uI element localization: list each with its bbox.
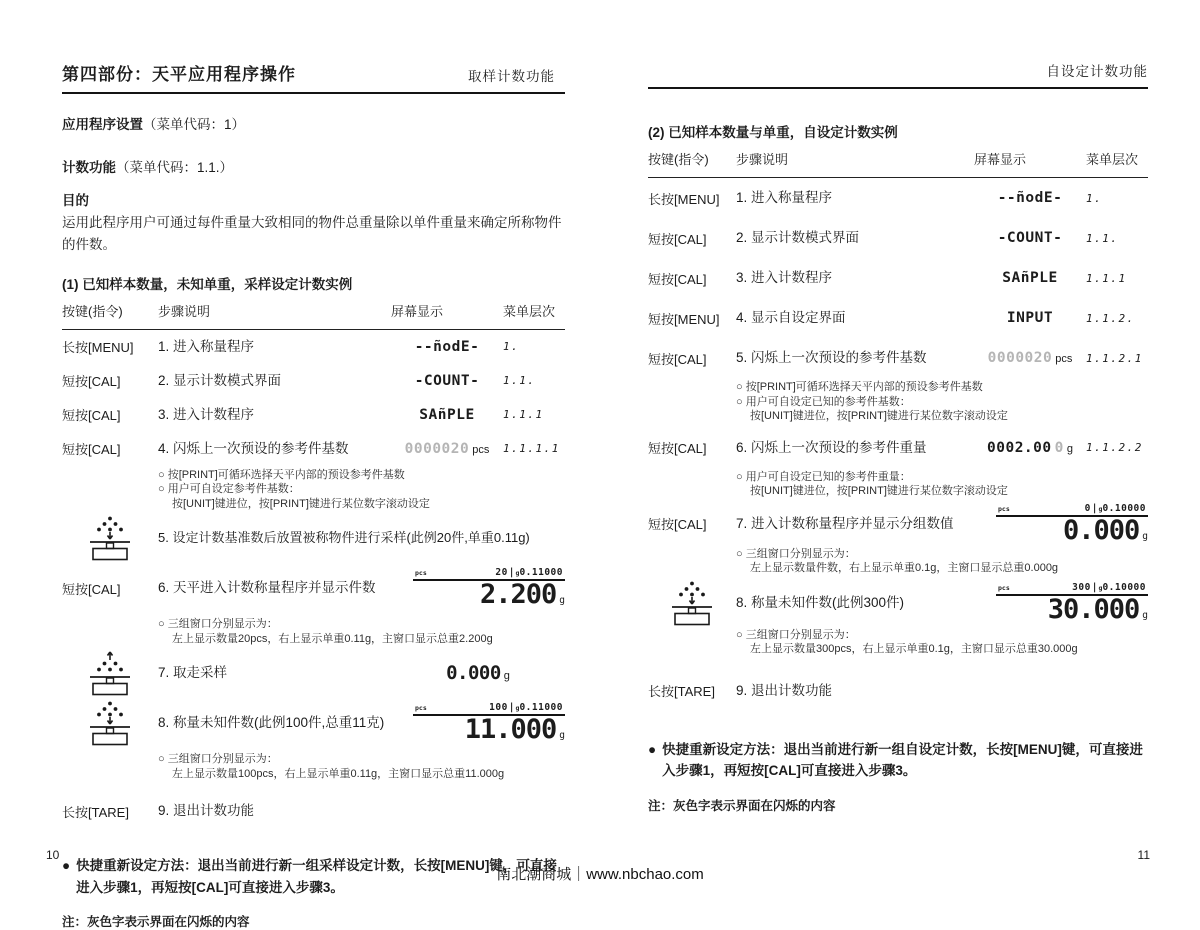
gram-unit-label: g xyxy=(1066,442,1073,455)
step-description: 4. 显示自设定界面 xyxy=(736,310,846,326)
table-row xyxy=(648,258,1148,298)
lcd-display: --ñodE- xyxy=(414,338,480,355)
step-description: 1. 进入称量程序 xyxy=(158,338,255,354)
table-row xyxy=(648,503,1148,545)
gram-label: g xyxy=(515,569,520,578)
separator-bar: | xyxy=(508,702,515,714)
app-setting-line: 应用程序设置（菜单代码：1） xyxy=(62,117,246,132)
scale-load-icon xyxy=(62,515,158,561)
table-row xyxy=(62,696,565,750)
page-right xyxy=(648,0,1148,814)
page-number-right: 11 xyxy=(1137,848,1150,862)
example-title: (1) 已知样本数量，未知单重，采样设定计数实例 xyxy=(62,276,353,292)
lcd-display: SAñPLE xyxy=(1002,270,1058,286)
balance-display-panel xyxy=(996,503,1148,545)
separator-bar: | xyxy=(508,567,515,579)
main-weight-value: 30.000 xyxy=(1047,593,1140,625)
table-row xyxy=(648,298,1148,338)
site-footer: 南北潮商城｜www.nbchao.com xyxy=(496,866,704,883)
gray-flash-note: 注：灰色字表示界面在闪烁的内容 xyxy=(62,915,250,930)
balance-display-panel xyxy=(413,567,565,609)
purpose-title: 目的 xyxy=(62,193,89,208)
page-header xyxy=(62,60,565,94)
section-label: 自设定计数功能 xyxy=(1046,64,1148,79)
lcd-weight-digits: 0002.00 xyxy=(987,439,1052,456)
step-description: 6. 天平进入计数称量程序并显示件数 xyxy=(158,580,376,596)
key-command: 短按[CAL] xyxy=(62,442,121,458)
step-description: 9. 退出计数功能 xyxy=(736,683,833,699)
step-description: 2. 显示计数模式界面 xyxy=(736,230,860,246)
section-label: 取样计数功能 xyxy=(468,69,555,84)
step-description: 7. 进入计数称量程序并显示分组数值 xyxy=(736,515,954,531)
bullet-icon: ● xyxy=(62,858,71,874)
col-display: 屏幕显示 xyxy=(974,152,1027,167)
unit-weight-value: 0.10000 xyxy=(1102,581,1146,593)
pcs-unit-label: pcs xyxy=(472,443,490,456)
menu-level: 1.1. xyxy=(503,374,536,388)
step-description: 7. 取走采样 xyxy=(158,665,228,681)
col-display: 屏幕显示 xyxy=(391,303,444,319)
step-description: 8. 称量未知件数(此例300件) xyxy=(736,595,905,611)
key-command: 短按[MENU] xyxy=(648,311,720,327)
gram-unit-label: g xyxy=(1142,530,1148,542)
purpose-text: 运用此程序用户可通过每件重量大致相同的物件总重量除以单件重量来确定所称物件的件数。 xyxy=(62,215,562,252)
lcd-display: -COUNT- xyxy=(997,230,1063,246)
lcd-weight-value: 0.000 xyxy=(446,662,501,685)
step-description: 3. 进入计数程序 xyxy=(736,270,833,286)
lcd-flashing-digits: 0000020 xyxy=(987,350,1053,366)
col-key: 按键(指令) xyxy=(648,152,709,167)
table-row xyxy=(648,428,1148,468)
key-command: 短按[CAL] xyxy=(648,271,707,287)
step-description: 2. 显示计数模式界面 xyxy=(158,372,282,388)
key-command: 长按[TARE] xyxy=(648,684,715,700)
gram-unit-label: g xyxy=(503,670,510,683)
balance-display-panel xyxy=(996,582,1148,624)
row-notes: ○ 三组窗口分别显示为： 左上显示数量20pcs，右上显示单重0.11g，主窗口显示总重2.200g xyxy=(158,618,493,645)
col-key: 按键(指令) xyxy=(62,303,123,319)
step-description: 9. 退出计数功能 xyxy=(158,803,255,819)
step-description: 5. 闪烁上一次预设的参考件基数 xyxy=(736,350,927,366)
table-row xyxy=(62,515,565,561)
row-notes: ○ 三组窗口分别显示为： 左上显示数量件数，右上显示单重0.1g，主窗口显示总重0.000g xyxy=(736,547,1059,575)
key-command: 短按[CAL] xyxy=(648,517,707,533)
table-row xyxy=(648,580,1148,626)
page-number-left: 10 xyxy=(46,848,60,862)
key-command: 长按[MENU] xyxy=(62,340,134,356)
key-command: 短按[CAL] xyxy=(62,581,121,597)
key-command: 短按[CAL] xyxy=(62,408,121,424)
row-notes: ○ 三组窗口分别显示为： 左上显示数量300pcs，右上显示单重0.1g，主窗口显示总重30.000g xyxy=(736,628,1078,656)
row-notes: ○ 按[PRINT]可循环选择天平内部的预设参考件基数 ○ 用户可自设定参考件基数： 按[UNIT]键进位，按[PRINT]键进行某位数字滚动设定 xyxy=(158,468,430,510)
count-value: 0 xyxy=(1084,502,1091,514)
table-row xyxy=(62,398,565,432)
gram-unit-label: g xyxy=(1142,610,1148,622)
key-command: 短按[CAL] xyxy=(62,374,121,390)
table-header xyxy=(648,149,1148,178)
step-description: 8. 称量未知件数(此例100件,总重11克) xyxy=(158,715,385,731)
gray-flash-note: 注：灰色字表示界面在闪烁的内容 xyxy=(648,799,836,814)
col-step: 步骤说明 xyxy=(158,303,211,319)
step-description: 4. 闪烁上一次预设的参考件基数 xyxy=(158,440,349,456)
pcs-label: pcs xyxy=(998,504,1010,513)
col-menu: 菜单层次 xyxy=(503,303,556,319)
pcs-label: pcs xyxy=(415,704,427,713)
menu-level: 1.1.1.1 xyxy=(503,442,560,456)
menu-level: 1.1.2.1 xyxy=(1086,351,1143,365)
page-left xyxy=(62,0,565,930)
example-title: (2) 已知样本数量与单重，自设定计数实例 xyxy=(648,125,898,140)
shortcut-text: 快捷重新设定方法：退出当前进行新一组自设定计数，长按[MENU]键，可直接进入步骤1，再短按[CAL]可直接进入步骤3。 xyxy=(662,741,1143,779)
count-value: 20 xyxy=(495,567,508,579)
lcd-display: INPUT xyxy=(1006,310,1054,326)
col-menu: 菜单层次 xyxy=(1086,152,1139,167)
count-value: 300 xyxy=(1072,581,1091,593)
main-weight-value: 2.200 xyxy=(479,579,557,611)
table-row xyxy=(62,364,565,398)
unit-weight-value: 0.11000 xyxy=(519,702,563,714)
menu-level: 1. xyxy=(503,340,520,354)
step-description: 5. 设定计数基准数后放置被称物件进行采样(此例20件,单重0.11g) xyxy=(158,529,530,545)
menu-level: 1.1.1 xyxy=(503,408,544,422)
key-command: 短按[CAL] xyxy=(648,231,707,247)
table-row xyxy=(648,338,1148,378)
menu-level: 1.1. xyxy=(1086,231,1119,245)
table-row xyxy=(62,432,565,466)
lcd-display: SAñPLE xyxy=(419,406,475,423)
menu-level: 1.1.2. xyxy=(1086,311,1135,325)
row-notes: ○ 按[PRINT]可循环选择天平内部的预设参考件基数 ○ 用户可自设定已知的参考件基数： 按[UNIT]键进位，按[PRINT]键进行某位数字滚动设定 xyxy=(736,381,1008,422)
table-row xyxy=(62,330,565,364)
scale-load-icon xyxy=(62,700,158,746)
unit-weight-value: 0.10000 xyxy=(1102,502,1146,514)
scale-load-icon xyxy=(648,580,736,626)
gram-label: g xyxy=(1098,504,1103,513)
scale-unload-icon xyxy=(62,650,158,696)
pcs-label: pcs xyxy=(998,583,1010,592)
table-header xyxy=(62,301,565,330)
gram-unit-label: g xyxy=(559,595,565,607)
gram-label: g xyxy=(1098,583,1103,592)
col-step: 步骤说明 xyxy=(736,152,789,167)
menu-level: 1.1.2.2 xyxy=(1086,441,1143,454)
table-row xyxy=(62,650,565,696)
pcs-label: pcs xyxy=(415,569,427,578)
row-notes: ○ 用户可自设定已知的参考件重量： 按[UNIT]键进位，按[PRINT]键进行某位数字滚动设定 xyxy=(736,470,1008,497)
menu-level: 1.1.1 xyxy=(1086,271,1127,285)
table-row xyxy=(648,218,1148,258)
balance-display-panel xyxy=(413,702,565,744)
step-description: 6. 闪烁上一次预设的参考件重量 xyxy=(736,439,927,455)
key-command: 短按[CAL] xyxy=(648,441,707,456)
shortcut-tip xyxy=(648,739,1148,782)
lcd-flashing-digits: 0000020 xyxy=(404,440,470,457)
unit-weight-value: 0.11000 xyxy=(519,567,563,579)
table-row xyxy=(62,795,565,827)
step-description: 1. 进入称量程序 xyxy=(736,190,833,206)
table-row xyxy=(648,178,1148,218)
menu-level: 1. xyxy=(1086,191,1103,205)
key-command: 短按[CAL] xyxy=(648,351,707,367)
page-header xyxy=(648,60,1148,89)
lcd-display: -COUNT- xyxy=(414,372,480,389)
key-command: 长按[TARE] xyxy=(62,804,129,820)
shortcut-text: 快捷重新设定方法：退出当前进行新一组采样设定计数，长按[MENU]键，可直接进入步骤1，再短按[CAL]可直接进入步骤3。 xyxy=(76,858,557,895)
page-title: 第四部份：天平应用程序操作 xyxy=(62,65,296,84)
table-row xyxy=(648,671,1148,711)
main-weight-value: 11.000 xyxy=(464,714,557,746)
step-description: 3. 进入计数程序 xyxy=(158,406,255,422)
key-command: 长按[MENU] xyxy=(648,191,720,207)
main-weight-value: 0.000 xyxy=(1062,514,1140,546)
pcs-unit-label: pcs xyxy=(1055,353,1073,365)
row-notes: ○ 三组窗口分别显示为： 左上显示数量100pcs，右上显示单重0.11g，主窗口显示总重11.000g xyxy=(158,753,505,780)
count-function-line: 计数功能（菜单代码：1.1.） xyxy=(62,160,234,175)
table-row xyxy=(62,561,565,615)
separator-bar: | xyxy=(1091,502,1098,514)
gram-label: g xyxy=(515,704,520,713)
separator-bar: | xyxy=(1091,581,1098,593)
lcd-flashing-digit: 0 xyxy=(1054,439,1064,456)
count-value: 100 xyxy=(489,702,508,714)
lcd-display: --ñodE- xyxy=(997,190,1063,206)
gram-unit-label: g xyxy=(559,730,565,742)
bullet-icon: ● xyxy=(648,741,657,757)
